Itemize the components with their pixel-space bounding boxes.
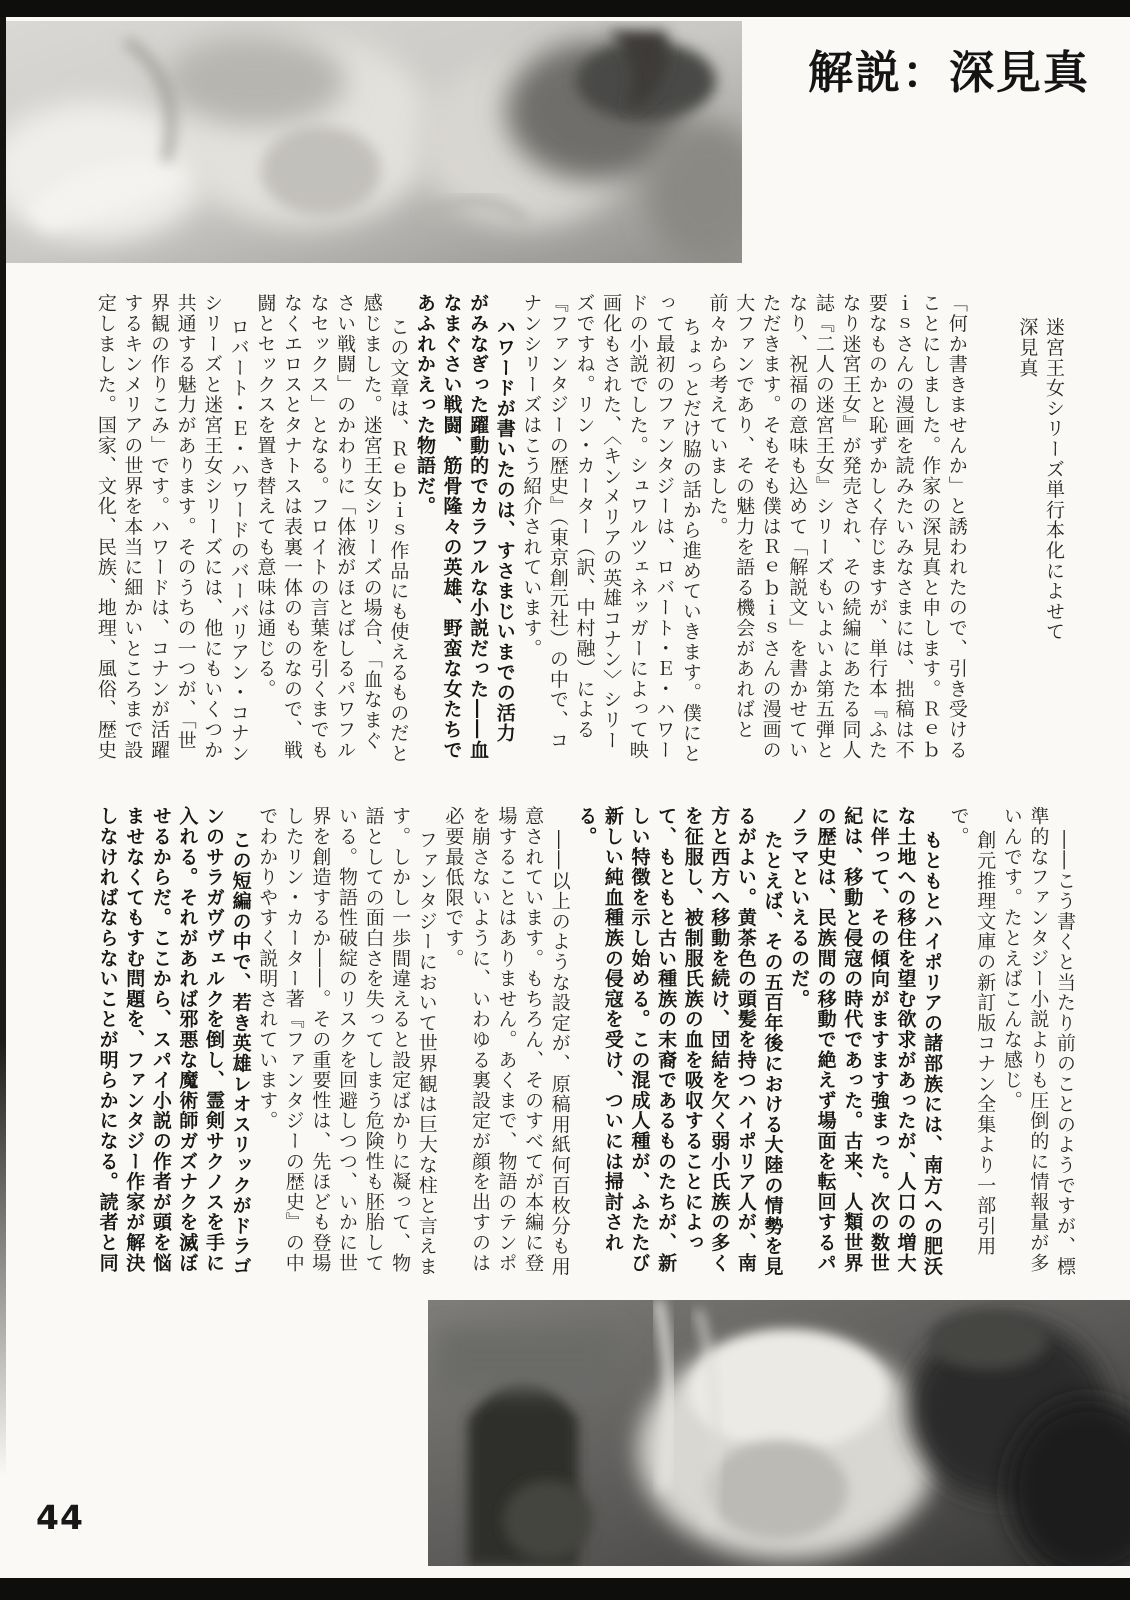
text-column: 闘とセックスを置き替えても意味は通じる。 [254,293,277,699]
text-column: ――こう書くと当たり前のことのようですが、標 [1054,830,1076,1277]
illustration-artwork [6,21,742,263]
illustration-artwork [428,1300,1130,1566]
text-column: す。しかし一歩間違えると設定ばかりに凝って、物 [389,806,412,1273]
text-column: 場することはありません。あくまで、物語のテンポ [495,806,518,1273]
text-column: ファンタジーにおいて世界観は巨大な柱と言えま [415,830,438,1277]
page-edge-top-bar [0,0,1130,17]
text-column: るがよい。黄茶色の頭髪を持つハイポリア人が、南 [734,806,757,1273]
text-column: 界を創造するか――。その重要性は、先ほども登場 [309,806,332,1273]
text-column: 入れる。それがあれば邪悪な魔術師ガズナクを滅ぼ [176,806,199,1273]
text-column: するキンメリアの世界を本当に細かいところまで設 [121,293,144,760]
text-column: せるからだ。ここから、スパイ小説の作者が頭を悩 [149,806,172,1273]
text-column: を崩さないように、いわゆる裏設定が顔を出すのは [468,806,491,1273]
text-column: 必要最低限です。 [442,806,465,969]
text-column: なセックス」となる。フロイトの言葉を引くまでも [307,293,330,760]
text-column: 意されています。もちろん、そのすべてが本編に登 [522,806,545,1273]
text-column: もともとハイポリアの諸部族には、南方への肥沃 [921,830,944,1277]
text-column: る。 [575,806,598,847]
page-number: 44 [36,1498,84,1537]
text-column: したリン・カーター著『ファンタジーの歴史』の中 [282,806,305,1273]
text-column: で。 [947,806,970,847]
text-column: この文章は、Ｒｅｂｉｓ作品にも使えるものだと [387,317,410,764]
text-column: なり迷宮王女』が発売され、その続編にあたる同人 [839,293,862,760]
bottom-illustration [428,1300,1130,1566]
text-column: 方と西方へ移動を続け、団結を欠く弱小氏族の多く [708,806,731,1273]
text-column: ――以上のような設定が、原稿用紙何百枚分も用 [548,830,571,1277]
text-column: ただきます。そもそも僕はＲｅｂｉｓさんの漫画の [759,293,782,760]
text-column: さい戦闘」のかわりに「体液がほとばしるパワフル [334,293,357,760]
text-column: 感じました。迷宮王女シリーズの場合、「血なまぐ [360,293,383,751]
text-column: なり、祝福の意味も込めて「解説文」を書かせてい [786,293,809,760]
text-column: ドの小説でした。シュワルツェネッガーによって映 [626,293,649,760]
text-column: 定しました。国家、文化、民族、地理、風俗、歴史 [94,293,117,760]
text-column: に伴って、その傾向がますます強まった。次の数世 [867,806,890,1273]
text-column: 創元推理文庫の新訂版コナン全集より一部引用 [974,830,997,1257]
text-column: 紀は、移動と侵寇の時代であった。古来、人類世界 [841,806,864,1273]
text-column: 画化もされた、〈キンメリアの英雄コナン〉シリー [600,293,623,751]
text-column: ンのサラガヴヴェルクを倒し、霊剣サクノスを手に [203,806,225,1273]
text-column: 大ファンであり、その魅力を語る機会があればと [733,293,756,740]
text-column: て、もともと古い種族の末裔であるものたちが、新 [655,806,678,1273]
text-column: シリーズと迷宮王女シリーズには、他にもいくつか [201,293,224,760]
text-column: いんです。たとえばこんな感じ。 [1000,806,1023,1111]
text-column: 準的なファンタジー小説よりも圧倒的に情報量が多 [1027,806,1050,1273]
text-column: 要なものかと恥ずかしく存じますが、単行本『ふた [866,293,889,760]
top-illustration [6,21,742,263]
text-column: ちょっとだけ脇の話から進めていきます。僕にと [679,317,702,764]
text-column: ロバート・Ｅ・ハワードのバーバリアン・コナン [227,317,250,764]
page-heading: 解説：深見真 [807,46,1090,99]
text-column: あふれかえった物語だ。 [413,293,436,517]
text-column: 『ファンタジーの歴史』（東京創元社）の中で、コ [546,293,569,751]
text-column: って最初のファンタジーは、ロバート・Ｅ・ハワー [653,293,676,760]
text-column: 語としての面白さを失ってしまう危険性も胚胎して [362,806,385,1273]
text-column: この短編の中で、若き英雄レオスリックがドラゴ [229,830,252,1277]
text-column: 界観の作りこみ」です。ハワードは、コナンが活躍 [148,293,170,760]
text-column: 共通する魅力があります。そのうちの一つが、「世 [174,293,197,751]
text-column: 「何か書きませんか」と誘われたので、引き受ける [945,293,968,760]
text-column: 前々から考えていました。 [706,293,729,537]
article-title-column: 迷宮王女シリーズ単行本化によせて [1043,317,1065,642]
text-column: がみなぎった躍動的でカラフルな小説だった――血 [467,293,490,760]
text-column: ｉｓさんの漫画を読みたいみなさまには、拙稿は不 [892,293,915,760]
lower-text-block [94,806,1078,1294]
text-column: な土地への移住を望む欲求があったが、人口の増大 [894,806,917,1273]
text-column: ズですね。リン・カーター（訳、中村融）による [573,293,596,740]
text-column: ノラマといえるのだ。 [788,806,811,1009]
text-column: ナンシリーズはこう紹介されています。 [520,293,543,659]
text-column: を征服し、被制服氏族の血を吸収することによっ [681,806,704,1253]
text-column: 新しい純血種族の侵寇を受け、ついには掃討され [601,806,624,1253]
text-column: の歴史は、民族間の移動で絶えず場面を転回するパ [814,806,837,1273]
page-edge-bottom-bar [0,1578,1130,1600]
upper-text-block [92,293,1067,767]
text-column: なまぐさい戦闘、筋骨隆々の英雄、野蛮な女たちで [440,293,463,760]
text-column: 誌『二人の迷宮王女』シリーズもいよいよ第五弾と [812,293,835,760]
text-column: ことにしました。作家の深見真と申します。Ｒｅｂ [919,293,942,760]
text-column: しなければならないことが明らかになる。読者と同 [96,806,119,1273]
text-column: たとえば、その五百年後における大陸の情勢を見 [761,830,784,1277]
text-column: しい特徴を示し始める。この混成人種が、ふたたび [628,806,651,1273]
article-author-column: 深見真 [1016,317,1039,378]
text-column: でわかりやすく説明されています。 [256,806,279,1131]
text-column: なくエロスとタナトスは表裏一体のものなので、戦 [280,293,303,760]
text-column: いる。物語性破綻のリスクを回避しつつ、いかに世 [335,806,358,1273]
text-column: ませなくてもすむ問題を、ファンタジー作家が解決 [123,806,146,1273]
text-column: ハワードが書いたのは、すさまじいまでの活力 [493,317,516,744]
